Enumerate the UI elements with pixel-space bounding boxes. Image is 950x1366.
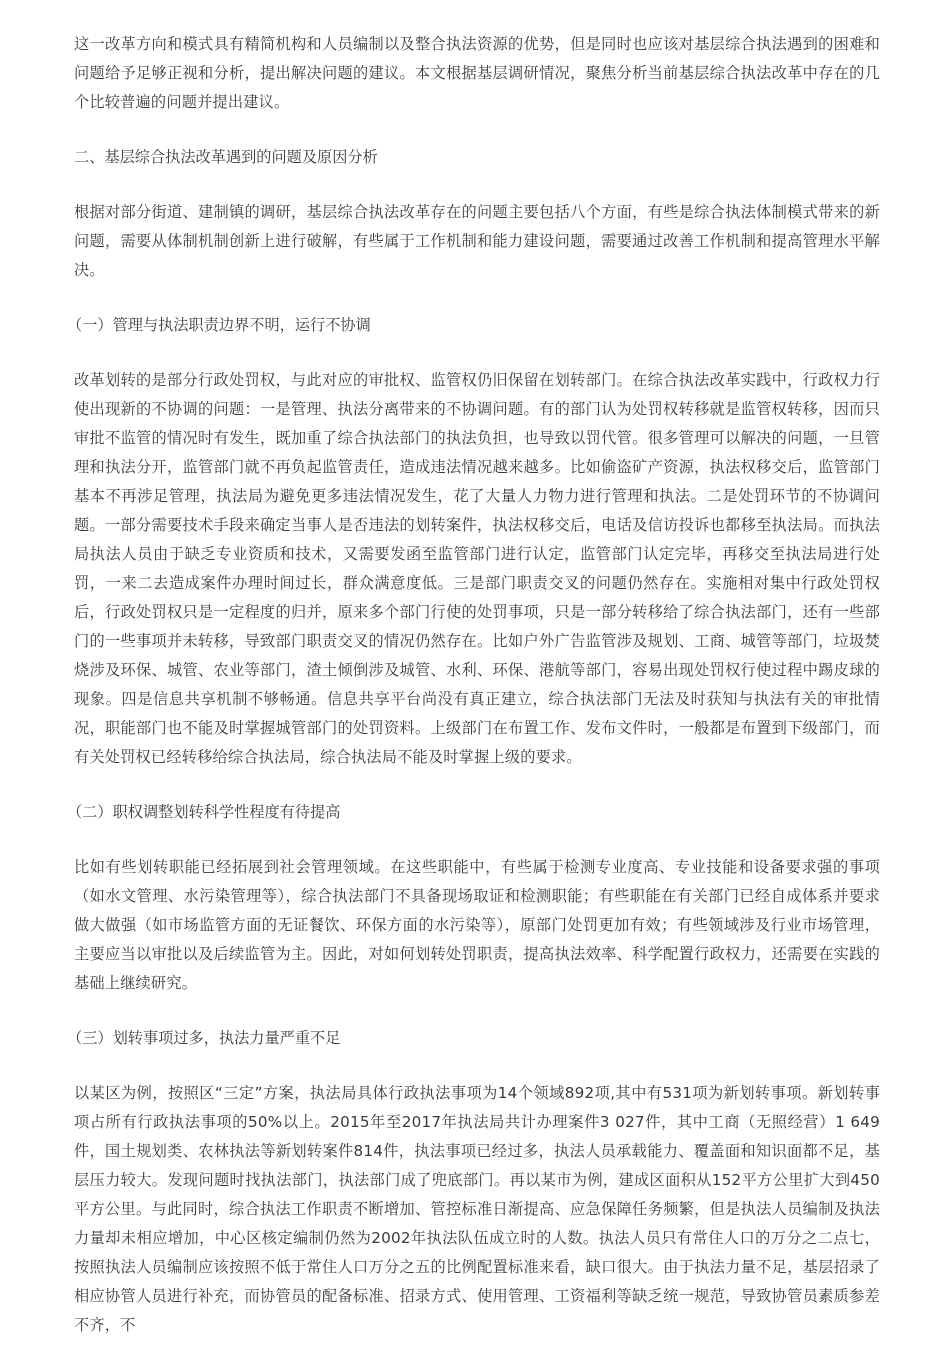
subheading-1: （一）管理与执法职责边界不明，运行不协调 bbox=[67, 316, 371, 334]
paragraph-intro: 这一改革方向和模式具有精简机构和人员编制以及整合执法资源的优势，但是同时也应该对基层综合执法遇到的困难和问题给予足够正视和分析，提出解决问题的建议。本文根据基层调研情况，聚焦分析当前基层综合执法改革中存在的几个比较普遍的问题并提出建议。 bbox=[74, 35, 880, 111]
paragraph-subsection-2: 比如有些划转职能已经拓展到社会管理领域。在这些职能中，有些属于检测专业度高、专业技能和设备要求强的事项（如水文管理、水污染管理等），综合执法部门不具备现场取证和检测职能；有些职能在有关部门已经自成体系并要求做大做强（如市场监管方面的无证餐饮、环保方面的水污染等），原部门处罚更加有效；有些领域涉及行业市场管理，主要应当以审批以及后续监管为主。因此，对如何划转处罚职责，提高执法效率、科学配置行政权力，还需要在实践的基础上继续研究。 bbox=[74, 858, 880, 992]
document-page bbox=[67, 30, 880, 1366]
paragraph-subsection-3: 以某区为例，按照区“三定”方案，执法局具体行政执法事项为14个领域892项,其中有531项为新划转事项。新划转事项占所有行政执法事项的50%以上。2015年至2017年执法局共计办理案件3 027件，其中工商（无照经营）1 649件，国土规划类、农林执法等新划转案件814件，执法事项已经过多，执法人员承载能力、覆盖面和知识面都不足，基层压力较大。发现问题时找执法部门，执法部门成了兜底部门。再以某市为例，建成区面积从152平方公里扩大到450平方公里。与此同时，综合执法工作职责不断增加、管控标准日渐提高、应急保障任务频繁，但是执法人员编制及执法力量却未相应增加，中心区核定编制仍然为2002年执法队伍成立时的人数。执法人员只有常住人口的万分之二点七，按照执法人员编制应该按照不低于常住人口万分之五的比例配置标准来看，缺口很大。由于执法力量不足，基层招录了相应协管人员进行补充，而协管员的配备标准、招录方式、使用管理、工资福利等缺乏统一规范，导致协管员素质参差不齐，不 bbox=[74, 1084, 880, 1334]
subheading-3: （三）划转事项过多，执法力量严重不足 bbox=[67, 1029, 341, 1047]
section-heading-2: 二、基层综合执法改革遇到的问题及原因分析 bbox=[74, 148, 378, 166]
paragraph-subsection-1: 改革划转的是部分行政处罚权，与此对应的审批权、监管权仍旧保留在划转部门。在综合执法改革实践中，行政权力行使出现新的不协调的问题：一是管理、执法分离带来的不协调问题。有的部门认为处罚权转移就是监管权转移，因而只审批不监管的情况时有发生，既加重了综合执法部门的执法负担，也导致以罚代管。很多管理可以解决的问题，一旦管理和执法分开，监管部门就不再负起监管责任，造成违法情况越来越多。比如偷盗矿产资源，执法权移交后，监管部门基本不再涉足管理，执法局为避免更多违法情况发生，花了大量人力物力进行管理和执法。二是处罚环节的不协调问题。一部分需要技术手段来确定当事人是否违法的划转案件，执法权移交后，电话及信访投诉也都移至执法局。而执法局执法人员由于缺乏专业资质和技术，又需要发函至监管部门进行认定，监管部门认定完毕，再移交至执法局进行处罚，一来二去造成案件办理时间过长，群众满意度低。三是部门职责交叉的问题仍然存在。实施相对集中行政处罚权后，行政处罚权只是一定程度的归并，原来多个部门行使的处罚事项，只是一部分转移给了综合执法部门，还有一些部门的一些事项并未转移，导致部门职责交叉的情况仍然存在。比如户外广告监管涉及规划、工商、城管等部门，垃圾焚烧涉及环保、城管、农业等部门，渣土倾倒涉及城管、水利、环保、港航等部门，容易出现处罚权行使过程中踢皮球的现象。四是信息共享机制不够畅通。信息共享平台尚没有真正建立，综合执法部门无法及时获知与执法有关的审批情况，职能部门也不能及时掌握城管部门的处罚资料。上级部门在布置工作、发布文件时，一般都是布置到下级部门，而有关处罚权已经转移给综合执法局，综合执法局不能及时掌握上级的要求。 bbox=[74, 371, 880, 766]
subheading-2: （二）职权调整划转科学性程度有待提高 bbox=[67, 803, 341, 821]
paragraph-section-2-overview: 根据对部分街道、建制镇的调研，基层综合执法改革存在的问题主要包括八个方面，有些是综合执法体制模式带来的新问题，需要从体制机制创新上进行破解，有些属于工作机制和能力建设问题，需要通过改善工作机制和提高管理水平解决。 bbox=[74, 203, 880, 279]
